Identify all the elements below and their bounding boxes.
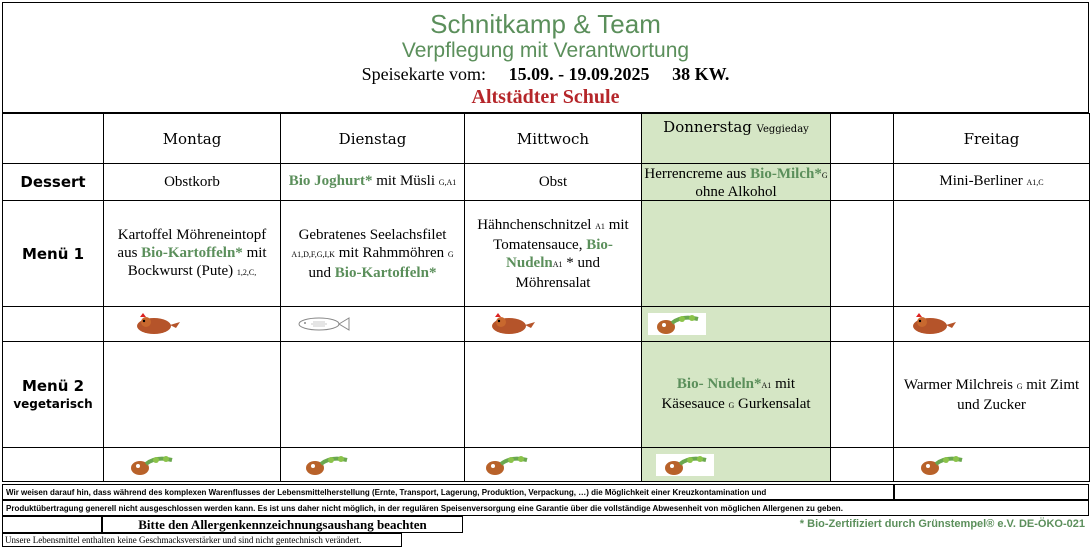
allergen-code: G,A1	[438, 178, 457, 187]
dessert-monday: Obstkorb	[104, 164, 281, 201]
menu1-monday	[104, 201, 281, 307]
bio-label: Bio-Kartoffeln*	[334, 264, 437, 281]
allergen-code: A1	[552, 259, 563, 269]
date-range: 15.09. - 19.09.2025	[508, 64, 650, 84]
spacer-cell	[831, 114, 894, 164]
dish-text: mit Käsesauce	[661, 375, 796, 412]
bio-label: Bio-Milch*	[750, 166, 822, 182]
menu2-icon-monday	[104, 448, 281, 482]
menu1-thursday	[642, 201, 831, 307]
icon-label-cell	[3, 448, 104, 482]
bio-certification: * Bio-Zertifiziert durch Grünstempel® e.V. DE-ÖKO-021	[799, 518, 1085, 530]
allergen-code: A1,C	[1026, 178, 1044, 187]
company-tagline: Verpflegung mit Verantwortung	[401, 39, 690, 62]
menu2-row	[3, 342, 1090, 448]
day-tuesday: Dienstag	[281, 114, 465, 164]
menu2-tuesday	[281, 342, 465, 448]
menu-table	[2, 113, 1090, 482]
menu1-icon-wednesday	[465, 307, 642, 342]
dessert-thursday	[642, 164, 831, 201]
bio-label: Bio Joghurt*	[288, 173, 373, 189]
allergen-code: G	[821, 171, 828, 180]
menu2-monday	[104, 342, 281, 448]
veggie-icon	[297, 454, 355, 476]
day-wednesday: Mittwoch	[465, 114, 642, 164]
hint-box-left	[2, 516, 102, 533]
chicken-icon	[902, 313, 960, 335]
dish-text: Kartoffel Möhreneintopf aus	[117, 226, 267, 261]
allergen-hint: Bitte den Allergenkennzeichnungsaushang beachten	[138, 517, 427, 532]
dish-text: Hähnchenschnitzel	[477, 216, 596, 233]
school-name: Altstädter Schule	[471, 86, 620, 108]
chicken-icon	[481, 313, 539, 335]
veggieday-tag: Veggieday	[756, 124, 809, 135]
menu2-thursday	[642, 342, 831, 448]
fish-icon	[293, 313, 351, 335]
allergen-code: G	[447, 249, 454, 259]
veggie-icon	[122, 454, 180, 476]
row-label-menu2-sub: vegetarisch	[13, 396, 93, 411]
menu1-friday	[894, 201, 1090, 307]
footer-note: Unsere Lebensmittel enthalten keine Geschmacksverstärker und sind nicht gentechnisch verändert.	[5, 535, 362, 545]
allergen-code: G	[1016, 381, 1023, 391]
note-line-2: Produktübertragung generell nicht ausgeschlossen werden kann. Es ist uns daher nicht möglich, in der regulären Speisenversorgung eine Garantie über die vollständige Abwesenheit von möglichen Allergenen zu geben.	[2, 500, 1089, 516]
menu1-icon-row	[3, 307, 1090, 342]
spacer-cell	[831, 448, 894, 482]
menu2-icon-tuesday	[281, 448, 465, 482]
company-name: Schnitkamp & Team	[430, 9, 661, 39]
allergen-code: A1	[595, 221, 605, 231]
spacer-cell	[831, 307, 894, 342]
dish-text: mit Rahmmöhren	[334, 244, 448, 261]
dish-text: und	[308, 264, 335, 281]
dish-text: mit Tomatensauce,	[493, 216, 629, 253]
veggie-icon	[656, 454, 714, 476]
day-thursday-label: Donnerstag	[663, 118, 752, 136]
bio-label: Bio- Nudeln*	[676, 375, 762, 392]
menu2-icon-row	[3, 448, 1090, 482]
dish-text: ohne Alkohol	[695, 184, 777, 200]
menu2-wednesday	[465, 342, 642, 448]
dish-text: Herrencreme aus	[644, 166, 751, 182]
spacer-cell	[831, 164, 894, 201]
menu1-icon-tuesday	[281, 307, 465, 342]
bio-label: Bio-Kartoffeln*	[141, 244, 243, 261]
row-label-menu1: Menü 1	[3, 201, 104, 307]
allergen-code: A1	[761, 380, 772, 390]
corner-cell	[3, 114, 104, 164]
dish-text: Gebratenes Seelachsfilet	[298, 226, 447, 243]
note-box	[894, 484, 1089, 500]
allergen-code: G	[728, 400, 735, 410]
calendar-week: 38 KW.	[672, 64, 730, 84]
dessert-friday	[894, 164, 1090, 201]
veggie-icon	[912, 454, 970, 476]
spacer-cell	[831, 201, 894, 307]
menu-header	[2, 2, 1089, 113]
dessert-tuesday	[281, 164, 465, 201]
dish-text: mit Bockwurst (Pute)	[127, 244, 267, 279]
dish-text: Gurkensalat	[734, 395, 811, 412]
allergen-code: 1,2,C,	[236, 267, 257, 277]
dessert-wednesday: Obst	[465, 164, 642, 201]
spacer-cell	[831, 342, 894, 448]
veggie-icon	[648, 313, 706, 335]
dish-text: mit Zimt und Zucker	[957, 376, 1080, 413]
day-friday: Freitag	[894, 114, 1090, 164]
menu-label: Speisekarte vom:	[361, 64, 487, 84]
allergen-code: A1,D,F,G,I,K	[291, 249, 335, 259]
bio-label: Bio-Nudeln	[506, 236, 613, 271]
dish-text: * und Möhrensalat	[515, 254, 600, 291]
dessert-row	[3, 164, 1090, 201]
menu1-icon-friday	[894, 307, 1090, 342]
row-label-dessert: Dessert	[3, 164, 104, 201]
day-thursday	[642, 114, 831, 164]
menu1-tuesday	[281, 201, 465, 307]
row-label-menu2-title: Menü 2	[21, 376, 85, 395]
dish-text: Mini-Berliner	[939, 173, 1027, 189]
menu1-wednesday	[465, 201, 642, 307]
note-line-1: Wir weisen darauf hin, dass während des komplexen Warenflusses der Lebensmittelherstellung (Ernte, Transport, Lagerung, Produktion, Verpackung, …) die Möglichkeit einer Kreuzkontamination und	[2, 484, 894, 500]
menu1-icon-monday	[104, 307, 281, 342]
menu2-icon-wednesday	[465, 448, 642, 482]
menu-period	[3, 63, 1088, 85]
dish-text: mit Müsli	[372, 173, 439, 189]
menu1-icon-thursday	[642, 307, 831, 342]
row-label-menu2	[3, 342, 104, 448]
menu2-friday	[894, 342, 1090, 448]
chicken-icon	[126, 313, 184, 335]
icon-label-cell	[3, 307, 104, 342]
day-monday: Montag	[104, 114, 281, 164]
menu1-row	[3, 201, 1090, 307]
menu2-icon-thursday	[642, 448, 831, 482]
veggie-icon	[477, 454, 535, 476]
day-header-row	[3, 114, 1090, 164]
dish-text: Warmer Milchreis	[903, 376, 1017, 393]
menu2-icon-friday	[894, 448, 1090, 482]
